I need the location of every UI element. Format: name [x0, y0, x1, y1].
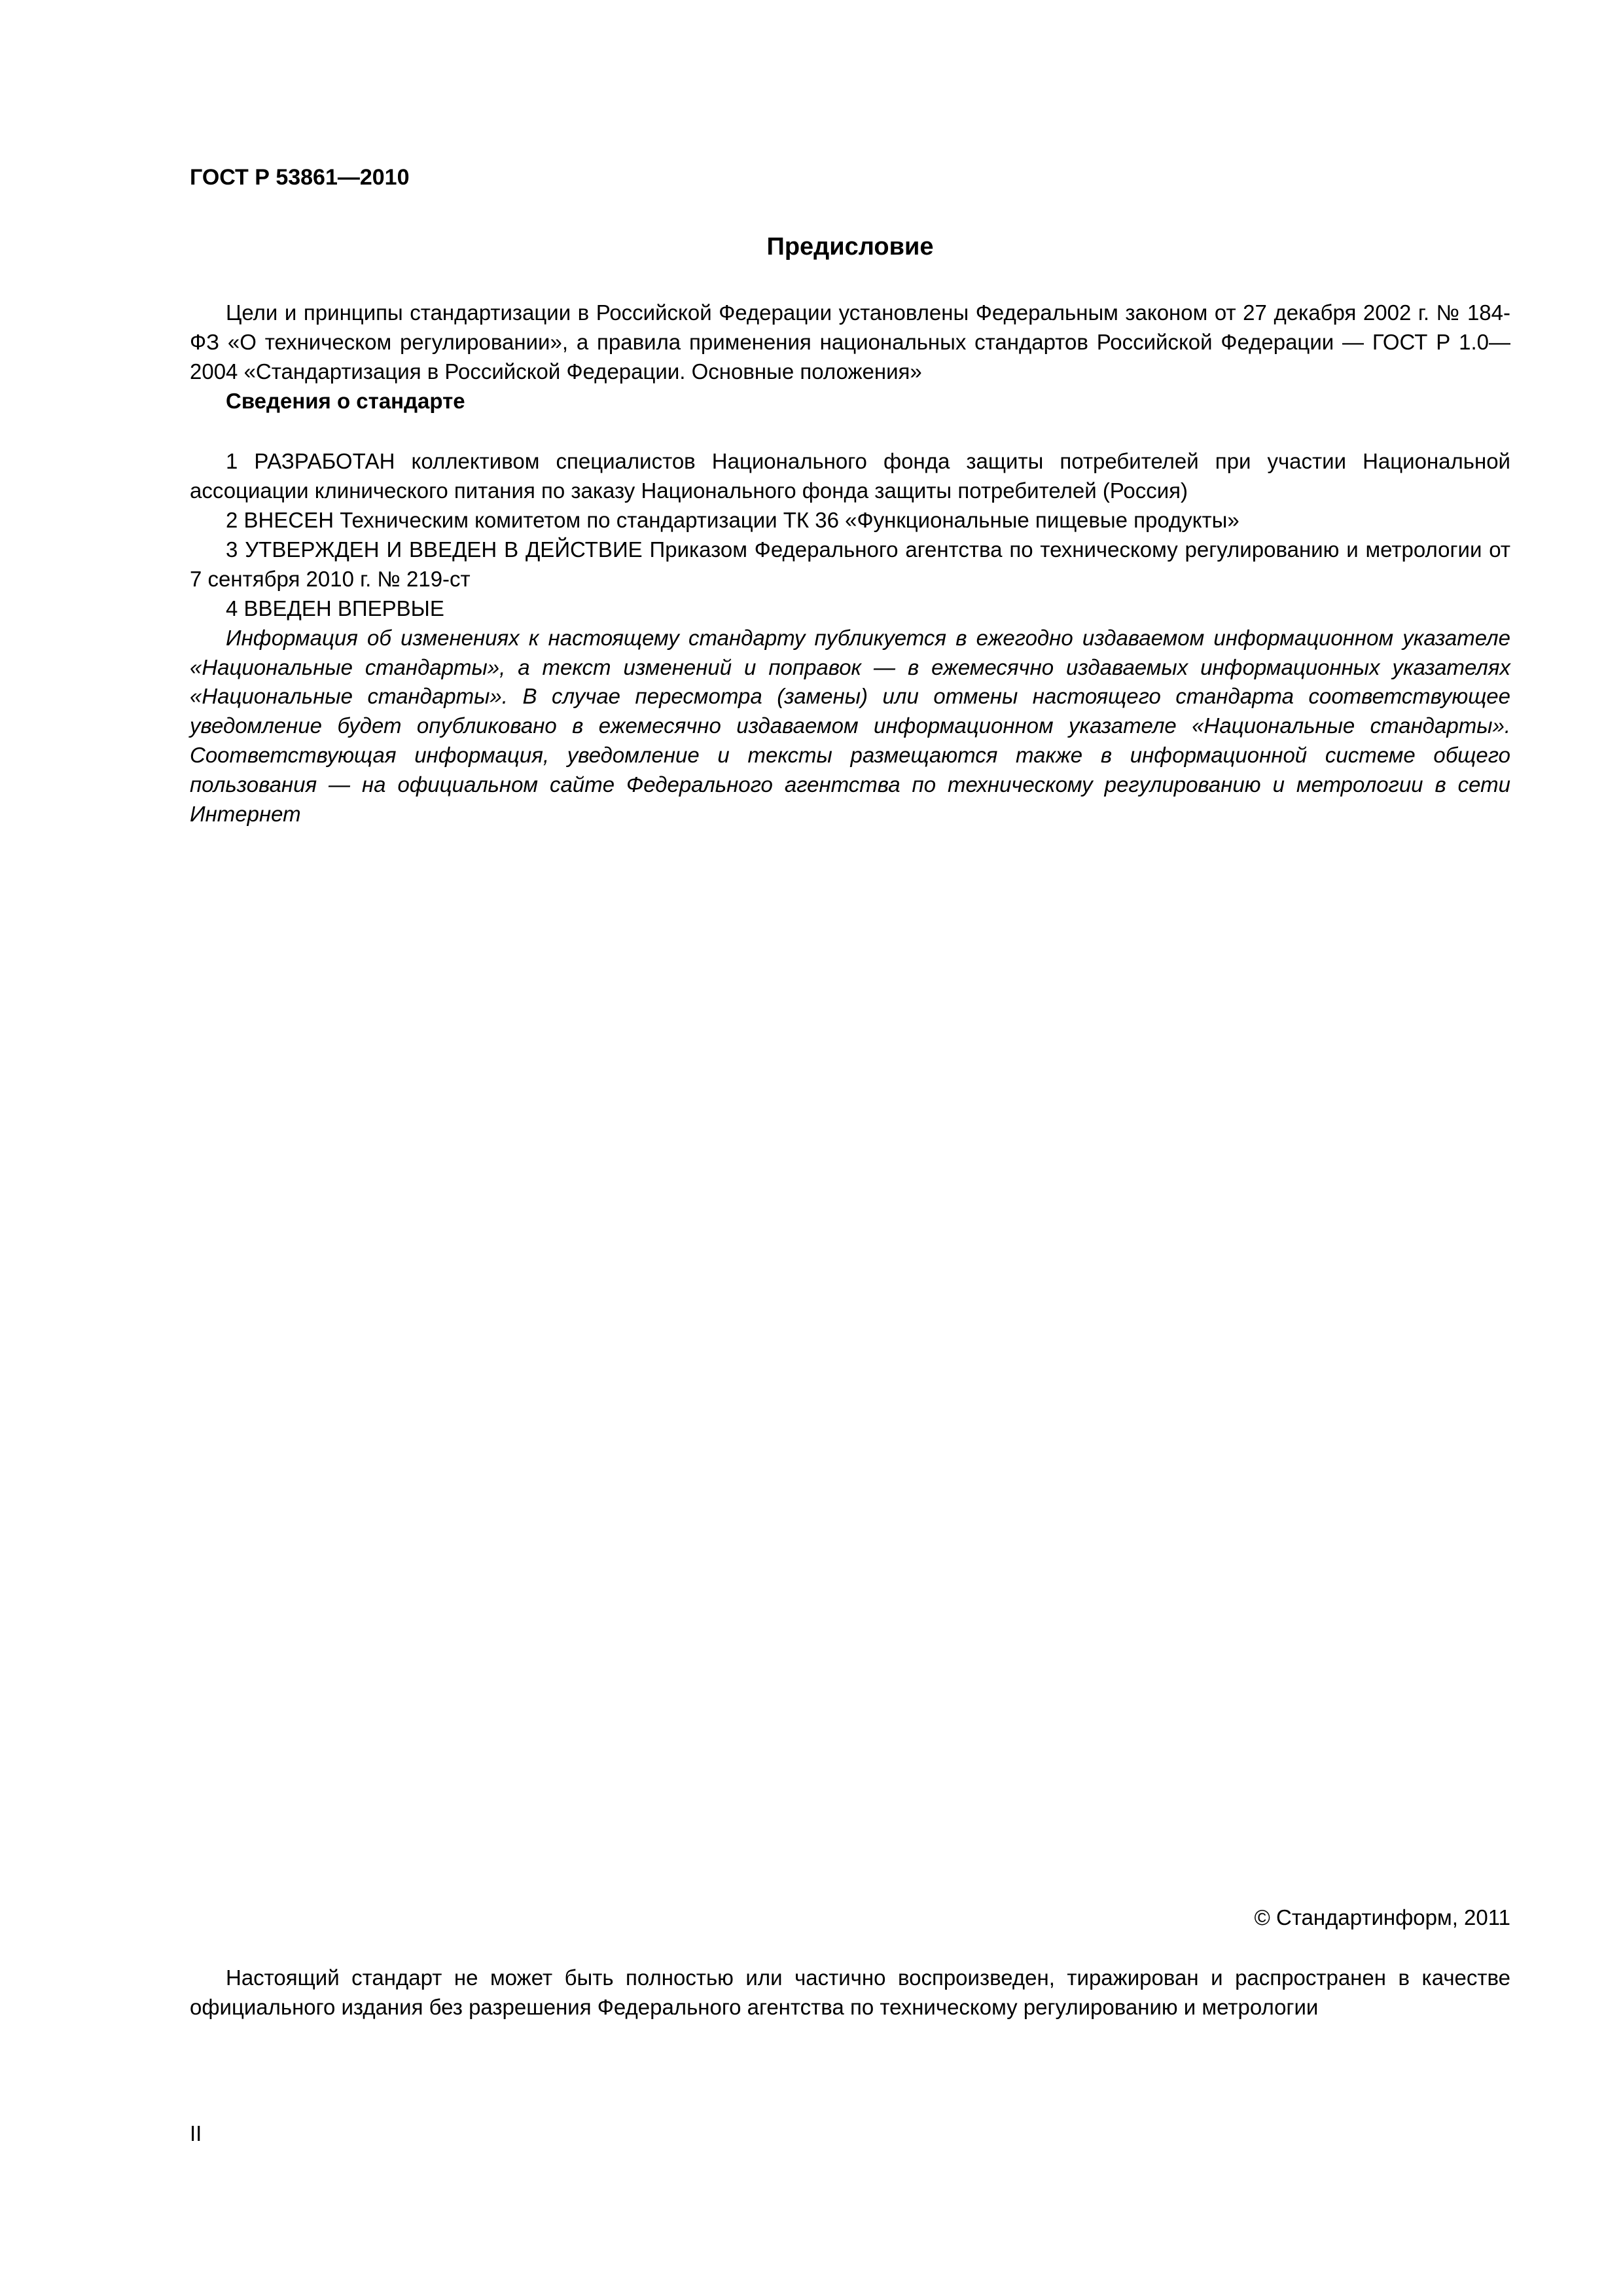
standard-info-item: 3 УТВЕРЖДЕН И ВВЕДЕН В ДЕЙСТВИЕ Приказом Федерального агентства по техническому регулированию и метрологии от 7 сентября 2010 г. № 219-ст: [190, 537, 1510, 591]
standard-info-item: 4 ВВЕДЕН ВПЕРВЫЕ: [226, 596, 444, 620]
reproduction-restriction-paragraph: Настоящий стандарт не может быть полностью или частично воспроизведен, тиражирован и распространен в качестве официального издания без разрешения Федерального агентства по техническому регулированию и метрологии: [190, 1965, 1510, 2019]
standard-info-item: 2 ВНЕСЕН Техническим комитетом по стандартизации ТК 36 «Функциональные пищевые продукты»: [226, 508, 1240, 533]
intro-paragraph: Цели и принципы стандартизации в Российской Федерации установлены Федеральным законом от 27 декабря 2002 г. № 184-ФЗ «О техническом регулировании», а правила применения национальных стандартов Российской Федерации — ГОСТ Р 1.0—2004 «Стандартизация в Российской Федерации. Основные положения»: [190, 300, 1510, 384]
standard-designation: ГОСТ Р 53861—2010: [190, 165, 410, 190]
section-heading: Сведения о стандарте: [226, 388, 465, 413]
copyright-notice: © Стандартинформ, 2011: [1254, 1905, 1510, 1929]
page-title: Предисловие: [766, 233, 934, 261]
standard-info-item: 1 РАЗРАБОТАН коллективом специалистов Национального фонда защиты потребителей при участии Национальной ассоциации клинического питания по заказу Национального фонда защиты потребителей (Россия): [190, 449, 1510, 503]
amendments-note-paragraph: Информация об изменениях к настоящему стандарту публикуется в ежегодно издаваемом информационном указателе «Национальные стандарты», а текст изменений и поправок — в ежемесячно издаваемых информационных указателях «Национальные стандарты». В случае пересмотра (замены) или отмены настоящего стандарта соответствующее уведомление будет опубликовано в ежемесячно издаваемом информационном указателе «Национальные стандарты». Соответствующая информация, уведомление и тексты размещаются также в информационной системе общего пользования — на официальном сайте Федерального агентства по техническому регулированию и метрологии в сети Интернет: [190, 625, 1510, 826]
page-number: II: [190, 2121, 202, 2145]
